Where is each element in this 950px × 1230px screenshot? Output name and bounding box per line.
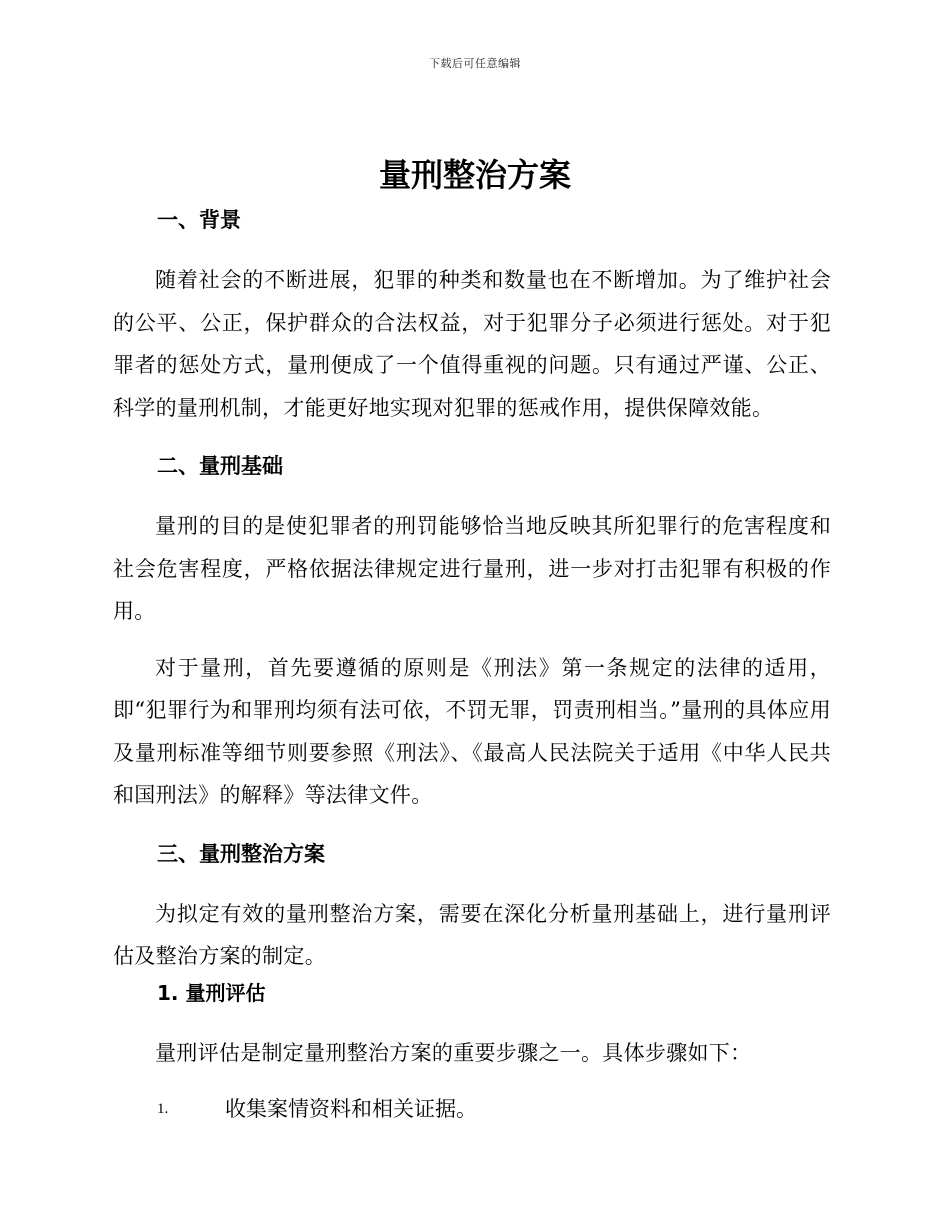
document-body	[113, 205, 831, 1130]
section-heading-basis: 二、量刑基础	[157, 454, 283, 478]
page-header-note: 下载后可任意编辑	[429, 57, 521, 70]
paragraph-assessment-intro: 量刑评估是制定量刑整治方案的重要步骤之一。具体步骤如下：	[155, 1040, 752, 1065]
subsection-heading-assessment: 1. 量刑评估	[157, 980, 266, 1005]
paragraph-plan: 为拟定有效的量刑整治方案，需要在深化分析量刑基础上，进行量刑评估及整治方案的制定。	[113, 901, 831, 968]
list-item-text: 收集案情资料和相关证据。	[225, 1097, 477, 1121]
paragraph-basis-1: 量刑的目的是使犯罪者的刑罚能够恰当地反映其所犯罪行的危害程度和社会危害程度，严格依据法律规定进行量刑，进一步对打击犯罪有积极的作用。	[113, 514, 831, 623]
document-title: 量刑整治方案	[378, 156, 571, 194]
section-heading-plan: 三、量刑整治方案	[157, 841, 325, 866]
section-heading-background: 一、背景	[157, 208, 241, 232]
list-item	[157, 1088, 831, 1130]
paragraph-background: 随着社会的不断进展，犯罪的种类和数量也在不断增加。为了维护社会的公平、公正，保护群众的合法权益，对于犯罪分子必须进行惩处。对于犯罪者的惩处方式，量刑便成了一个值得重视的问题。只有通过严谨、公正、科学的量刑机制，才能更好地实现对犯罪的惩戒作用，提供保障效能。	[113, 268, 831, 420]
list-item-number: 1.	[157, 1101, 169, 1117]
paragraph-basis-2: 对于量刑，首先要遵循的原则是《刑法》第一条规定的法律的适用，即“犯罪行为和罪刑均须有法可依，不罚无罪，罚责刑相当。”量刑的具体应用及量刑标准等细节则要参照《刑法》、《最高人民法院关于适用《中华人民共和国刑法》的解释》等法律文件。	[113, 655, 831, 807]
